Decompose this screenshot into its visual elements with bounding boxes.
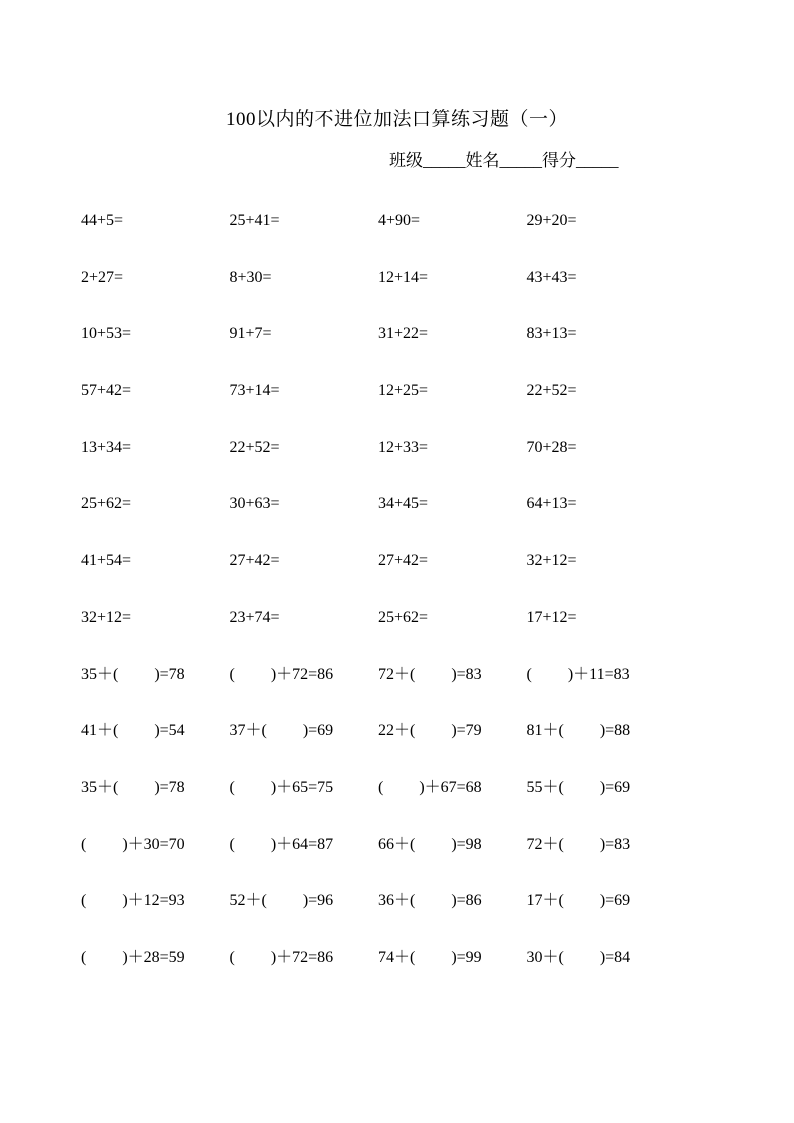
math-problem: 91+7=: [229, 325, 272, 343]
math-problem: 22＋( )=79: [378, 722, 482, 740]
math-problem: 64+13=: [526, 495, 577, 513]
math-problem: 30＋( )=84: [526, 948, 631, 966]
problem-row: [81, 211, 675, 268]
student-info-line: 班级_____姓名_____得分_____: [389, 151, 619, 170]
math-problem: 23+74=: [229, 608, 280, 626]
math-problem: ( )＋11=83: [526, 665, 630, 683]
worksheet-title: 100以内的不进位加法口算练习题（一）: [225, 109, 568, 130]
problem-row: [81, 891, 675, 948]
math-problem: 12+14=: [378, 268, 429, 286]
math-problem: ( )＋30=70: [81, 835, 185, 853]
math-problem: 13+34=: [81, 438, 132, 456]
math-problem: 2+27=: [81, 268, 124, 286]
math-problem: 22+52=: [526, 382, 577, 400]
math-problem: 36＋( )=86: [378, 892, 482, 910]
problem-row: [81, 551, 675, 608]
math-problem: 17＋( )=69: [526, 892, 631, 910]
math-problem: 35＋( )=78: [81, 665, 185, 683]
math-problem: 43+43=: [526, 268, 577, 286]
math-problem: ( )＋67=68: [378, 778, 482, 796]
math-problem: 25+62=: [378, 608, 429, 626]
problem-row: [81, 665, 675, 722]
math-problem: 55＋( )=69: [526, 778, 631, 796]
math-problem: 83+13=: [526, 325, 577, 343]
math-problem: 44+5=: [81, 212, 124, 229]
problem-row: [81, 948, 675, 1005]
problem-row: [81, 608, 675, 665]
math-problem: 72＋( )=83: [526, 835, 631, 853]
math-problem: 8+30=: [229, 268, 272, 286]
math-problem: ( )＋72=86: [229, 665, 334, 683]
math-problem: 57+42=: [81, 382, 132, 400]
math-problem: 37＋( )=69: [229, 722, 334, 740]
math-problem: 29+20=: [526, 212, 577, 229]
problem-row: [81, 721, 675, 778]
problem-row: [81, 381, 675, 438]
math-problem: 70+28=: [526, 438, 577, 456]
math-problem: 32+12=: [81, 608, 132, 626]
math-problem: ( )＋28=59: [81, 948, 185, 966]
math-problem: 41＋( )=54: [81, 722, 185, 740]
math-problem: 27+42=: [378, 552, 429, 570]
math-problem: 73+14=: [229, 382, 280, 400]
math-problem: 31+22=: [378, 325, 429, 343]
math-problem: ( )＋65=75: [229, 778, 334, 796]
math-problem: 81＋( )=88: [526, 722, 631, 740]
problem-row: [81, 324, 675, 381]
math-problem: 30+63=: [229, 495, 280, 513]
math-problem: 34+45=: [378, 495, 429, 513]
math-problem: 52＋( )=96: [229, 892, 334, 910]
problem-grid: [81, 211, 675, 1005]
math-problem: 35＋( )=78: [81, 778, 185, 796]
math-problem: 25+41=: [229, 212, 280, 229]
math-problem: 12+33=: [378, 438, 429, 456]
math-problem: 17+12=: [526, 608, 577, 626]
math-problem: 41+54=: [81, 552, 132, 570]
problem-row: [81, 494, 675, 551]
math-problem: ( )＋64=87: [229, 835, 334, 853]
math-problem: 72＋( )=83: [378, 665, 482, 683]
math-problem: ( )＋12=93: [81, 892, 185, 910]
problem-row: [81, 835, 675, 892]
math-problem: 12+25=: [378, 382, 429, 400]
problem-row: [81, 778, 675, 835]
math-problem: 32+12=: [526, 552, 577, 570]
math-problem: 25+62=: [81, 495, 132, 513]
math-problem: 66＋( )=98: [378, 835, 482, 853]
math-problem: 27+42=: [229, 552, 280, 570]
math-problem: ( )＋72=86: [229, 948, 334, 966]
problem-row: [81, 438, 675, 495]
problem-row: [81, 268, 675, 325]
math-problem: 22+52=: [229, 438, 280, 456]
math-problem: 10+53=: [81, 325, 132, 343]
math-problem: 74＋( )=99: [378, 948, 482, 966]
math-problem: 4+90=: [378, 212, 421, 229]
